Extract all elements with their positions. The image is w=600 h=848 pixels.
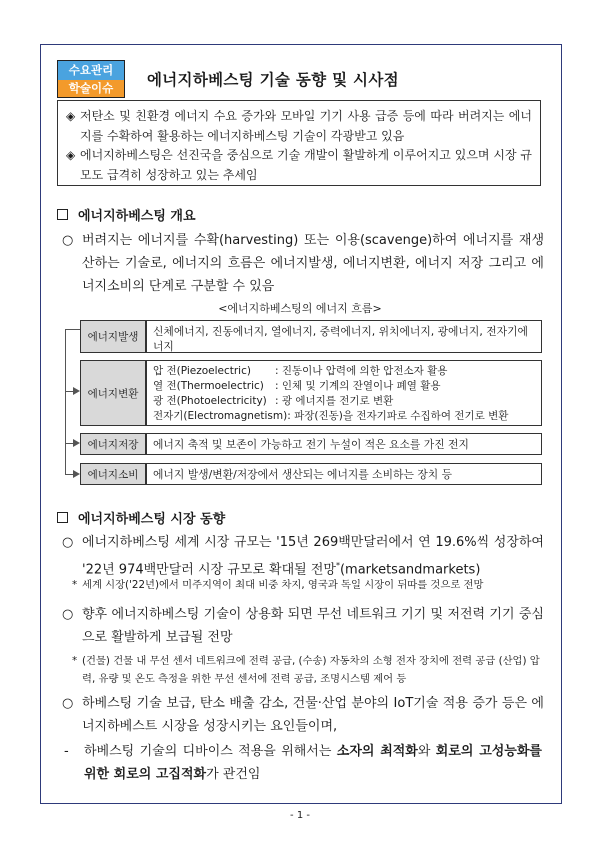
footnote-marker: * bbox=[335, 561, 340, 570]
flow-text-consumption: 에너지 발생/변환/저장에서 생산되는 에너지를 소비하는 장치 등 bbox=[146, 463, 542, 485]
conversion-item-desc: : 진동이나 압력에 의한 압전소자 활용 bbox=[275, 365, 448, 377]
summary-bullet: ◈ bbox=[66, 148, 76, 162]
section-heading-text: 에너지하베스팅 시장 동향 bbox=[78, 512, 226, 527]
summary-item bbox=[66, 146, 532, 185]
dash-text-c: 와 bbox=[417, 744, 436, 759]
conversion-item bbox=[153, 409, 535, 424]
paragraph-body: 에너지하베스팅 세계 시장 규모는 '15년 269백만달러에서 연 19.6%씩 성장하여 '22년 974백만달러 시장 규모로 확대될 전망 bbox=[82, 535, 544, 578]
paragraph-bullet: ○ bbox=[62, 535, 74, 550]
dash-emphasis-1: 소자의 최적화 bbox=[336, 744, 418, 759]
flow-label-generation: 에너지발생 bbox=[80, 320, 146, 353]
section-heading-text: 에너지하베스팅 개요 bbox=[78, 209, 196, 224]
note-marker: * bbox=[72, 579, 78, 591]
flow-label-consumption: 에너지소비 bbox=[80, 463, 146, 485]
summary-bullet: ◈ bbox=[66, 109, 76, 123]
conversion-item-name: 압 전(Piezoelectric) bbox=[153, 365, 251, 377]
note-text: 세계 시장('22년)에서 미주지역이 최대 비중 차지, 영국과 독일 시장이 뒤따를 것으로 전망 bbox=[82, 579, 484, 591]
flow-label-storage: 에너지저장 bbox=[80, 433, 146, 455]
market-paragraph-1 bbox=[62, 531, 544, 581]
section-checkbox-icon bbox=[57, 209, 68, 220]
conversion-item-desc: : 광 에너지를 전기로 변환 bbox=[275, 395, 394, 407]
conversion-item bbox=[153, 364, 535, 379]
category-tag bbox=[57, 60, 125, 98]
flow-arrow-icon bbox=[73, 439, 80, 447]
flow-connector bbox=[65, 329, 66, 474]
conversion-item bbox=[153, 379, 535, 394]
flow-text-generation: 신체에너지, 진동에너지, 열에너지, 중력에너지, 위치에너지, 광에너지, 전자기에너지 bbox=[146, 320, 542, 353]
market-note-1 bbox=[72, 576, 542, 594]
flow-connector bbox=[65, 329, 80, 330]
tag-bottom: 학술이슈 bbox=[58, 80, 124, 97]
page-number: - 1 - bbox=[290, 810, 310, 821]
dash-text bbox=[84, 740, 542, 786]
market-note-2 bbox=[72, 652, 542, 688]
flow-arrow-icon bbox=[73, 387, 80, 395]
dash-text-d: 가 관건임 bbox=[206, 767, 261, 782]
conversion-item-desc: : 인체 및 기계의 잔열이나 폐열 활용 bbox=[275, 380, 441, 392]
paragraph-bullet: ○ bbox=[62, 696, 74, 711]
flow-arrow-icon bbox=[73, 470, 80, 478]
paragraph-text: 버려지는 에너지를 수확(harvesting) 또는 이용(scavenge)하여 에너지를 재생산하는 기술로, 에너지의 흐름은 에너지발생, 에너지변환, 에너지 저장 그리고 에너지소비의 단계로 구분할 수 있음 bbox=[82, 233, 544, 294]
market-dash-item bbox=[64, 740, 542, 786]
conversion-item-name: 전자기(Electromagnetism) bbox=[153, 410, 288, 422]
summary-box bbox=[57, 100, 541, 186]
paragraph-text: 향후 에너지하베스팅 기술이 상용화 되면 무선 네트워크 기기 및 저전력 기기 중심으로 활발하게 보급될 전망 bbox=[82, 607, 544, 645]
dash-text-a: 하베스팅 기술의 디바이스 적용을 위해서는 bbox=[84, 744, 337, 759]
flow-text-conversion bbox=[146, 360, 542, 426]
conversion-item-name: 열 전(Thermoelectric) bbox=[153, 380, 264, 392]
title-row bbox=[57, 60, 399, 98]
paragraph-source: (marketsandmarkets) bbox=[339, 562, 481, 578]
tag-top: 수요관리 bbox=[58, 61, 124, 80]
dash-marker: - bbox=[64, 744, 69, 759]
paragraph-bullet: ○ bbox=[62, 233, 74, 248]
summary-item bbox=[66, 107, 532, 146]
paragraph-text: 하베스팅 기술 보급, 탄소 배출 감소, 건물·산업 분야의 IoT기술 적용 증가 등은 에너지하베스트 시장을 성장시키는 요인들이며, bbox=[82, 696, 544, 734]
conversion-item-name: 광 전(Photoelectricity) bbox=[153, 395, 267, 407]
paragraph-text bbox=[82, 531, 544, 581]
dash-emphasis-2: 회로의 고성능화를 위한 회로의 고집적화 bbox=[84, 744, 542, 782]
flow-caption: <에너지하베스팅의 에너지 흐름> bbox=[218, 302, 382, 315]
overview-paragraph bbox=[62, 229, 544, 298]
summary-text: 에너지하베스팅은 선진국을 중심으로 기술 개발이 활발하게 이루어지고 있으며 시장 규모도 급격히 성장하고 있는 추세임 bbox=[80, 148, 532, 182]
page-title: 에너지하베스팅 기술 동향 및 시사점 bbox=[147, 71, 399, 89]
paragraph-bullet: ○ bbox=[62, 607, 74, 622]
section-checkbox-icon bbox=[57, 512, 68, 523]
conversion-item bbox=[153, 394, 535, 409]
flow-text-storage: 에너지 축적 및 보존이 가능하고 전기 누설이 적은 요소를 가진 전지 bbox=[146, 433, 542, 455]
flow-label-conversion: 에너지변환 bbox=[80, 360, 146, 426]
market-paragraph-3 bbox=[62, 692, 544, 738]
note-marker: * bbox=[72, 655, 78, 667]
conversion-item-desc: : 파장(진동)을 전자기파로 수집하여 전기로 변환 bbox=[287, 410, 509, 422]
note-text: (건물) 건물 내 무선 센서 네트워크에 전력 공급, (수송) 자동차의 소형 전자 장치에 전력 공급 (산업) 압력, 유량 및 온도 측정을 위한 무선 센서에 전력 공급, 조명시스템 제어 등 bbox=[82, 655, 540, 685]
section-heading-market bbox=[57, 508, 225, 527]
section-heading-overview bbox=[57, 205, 196, 224]
summary-text: 저탄소 및 친환경 에너지 수요 증가와 모바일 기기 사용 급증 등에 따라 버려지는 에너지를 수확하여 활용하는 에너지하베스팅 기술이 각광받고 있음 bbox=[80, 109, 532, 143]
market-paragraph-2 bbox=[62, 603, 544, 649]
